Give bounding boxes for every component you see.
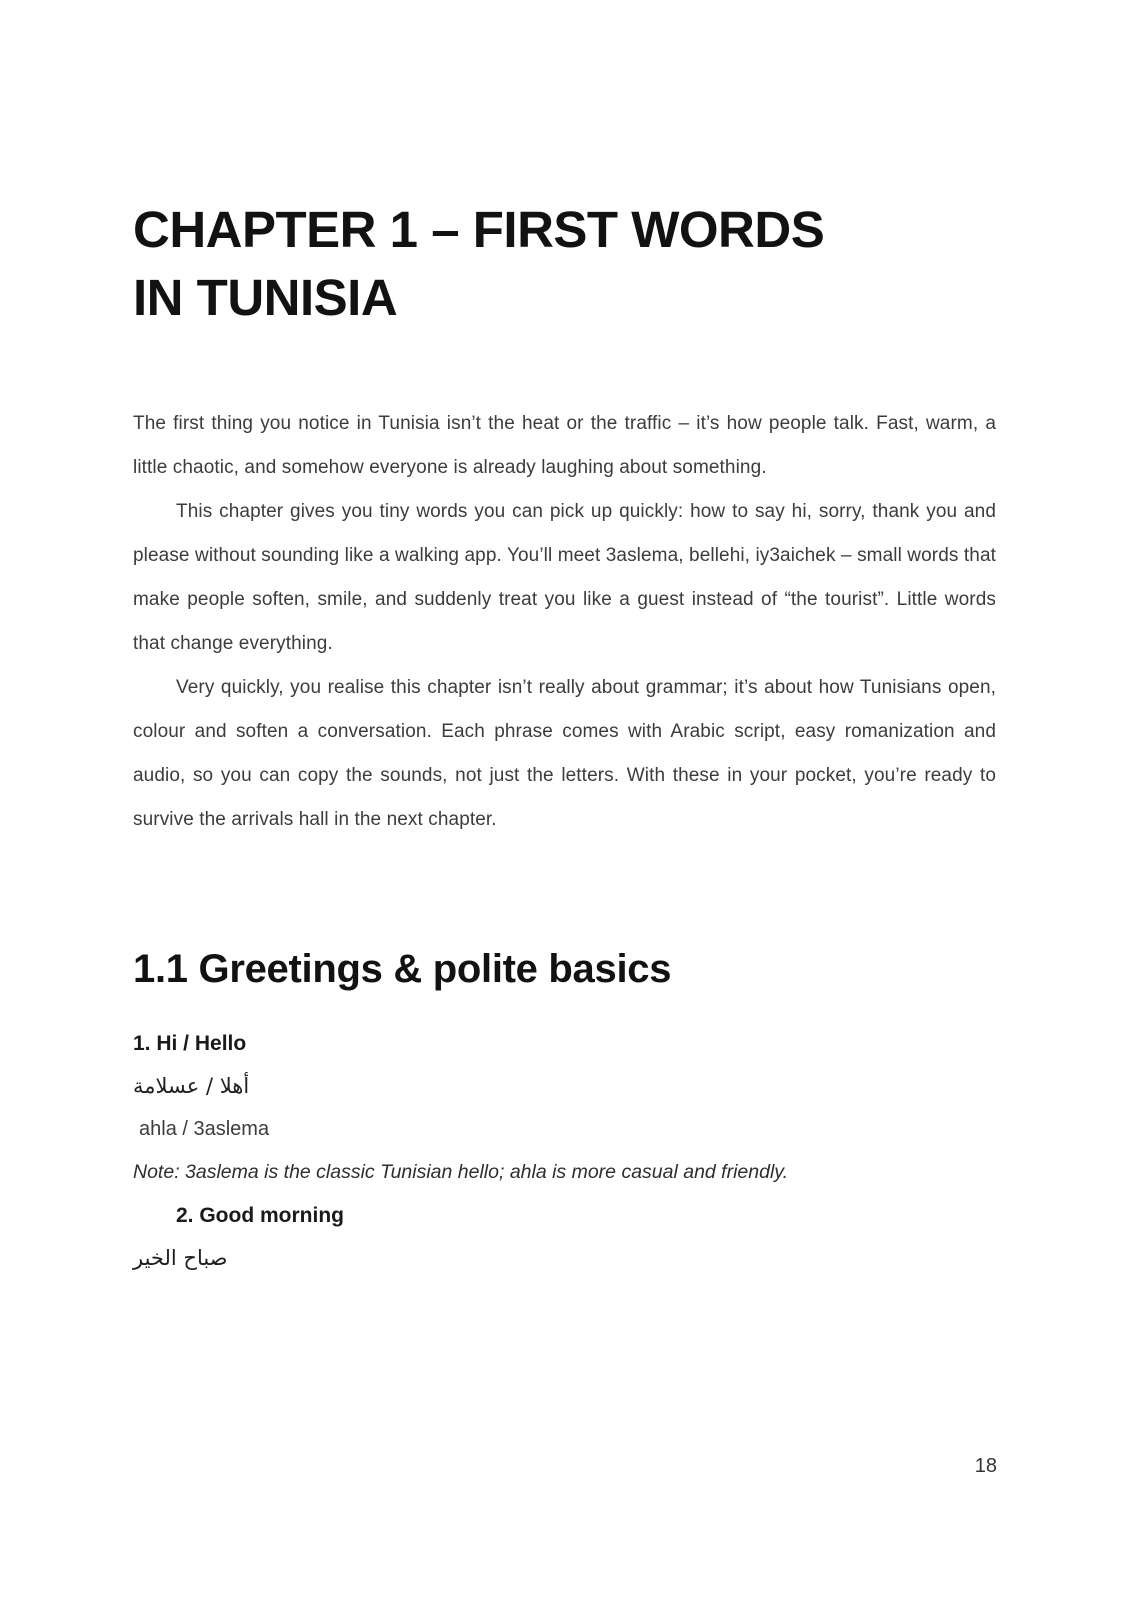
- entry-1-label: 1. Hi / Hello: [133, 1032, 247, 1055]
- phrase-entry-2: [133, 1194, 996, 1280]
- chapter-title-line-2: IN TUNISIA: [133, 269, 398, 326]
- entry-1-note: Note: 3aslema is the classic Tunisian hello; ahla is more casual and friendly.: [133, 1161, 789, 1183]
- page-number: 18: [974, 1455, 997, 1477]
- intro-paragraph-1: The first thing you notice in Tunisia isn’t the heat or the traffic – it’s how people talk. Fast, warm, a little chaotic, and somehow everyone is already laughing about something.: [133, 413, 996, 478]
- phrase-entry-1: [133, 1022, 996, 1194]
- intro-paragraph-2: This chapter gives you tiny words you can pick up quickly: how to say hi, sorry, thank you and please without sounding like a walking app. You’ll meet 3aslema, bellehi, iy3aichek – small words that make people soften, smile, and suddenly treat you like a guest instead of “the tourist”. Little words that change everything.: [133, 501, 996, 654]
- intro-section: [133, 402, 996, 842]
- entry-1-arabic-script: أهلا / عسلامة: [133, 1074, 250, 1098]
- chapter-title-line-1: CHAPTER 1 – FIRST WORDS: [133, 201, 825, 258]
- entry-2-arabic-script: صباح الخير: [133, 1246, 228, 1270]
- entry-2-label: 2. Good morning: [176, 1204, 344, 1227]
- section-heading: 1.1 Greetings & polite basics: [133, 947, 672, 991]
- entry-1-romanization: ahla / 3aslema: [139, 1118, 270, 1140]
- chapter-title: [133, 196, 996, 332]
- phrase-entries: [133, 1022, 996, 1280]
- intro-paragraph-3: Very quickly, you realise this chapter isn’t really about grammar; it’s about how Tunisians open, colour and soften a conversation. Each phrase comes with Arabic script, easy romanization and audio, so you can copy the sounds, not just the letters. With these in your pocket, you’re ready to survive the arrivals hall in the next chapter.: [133, 677, 996, 830]
